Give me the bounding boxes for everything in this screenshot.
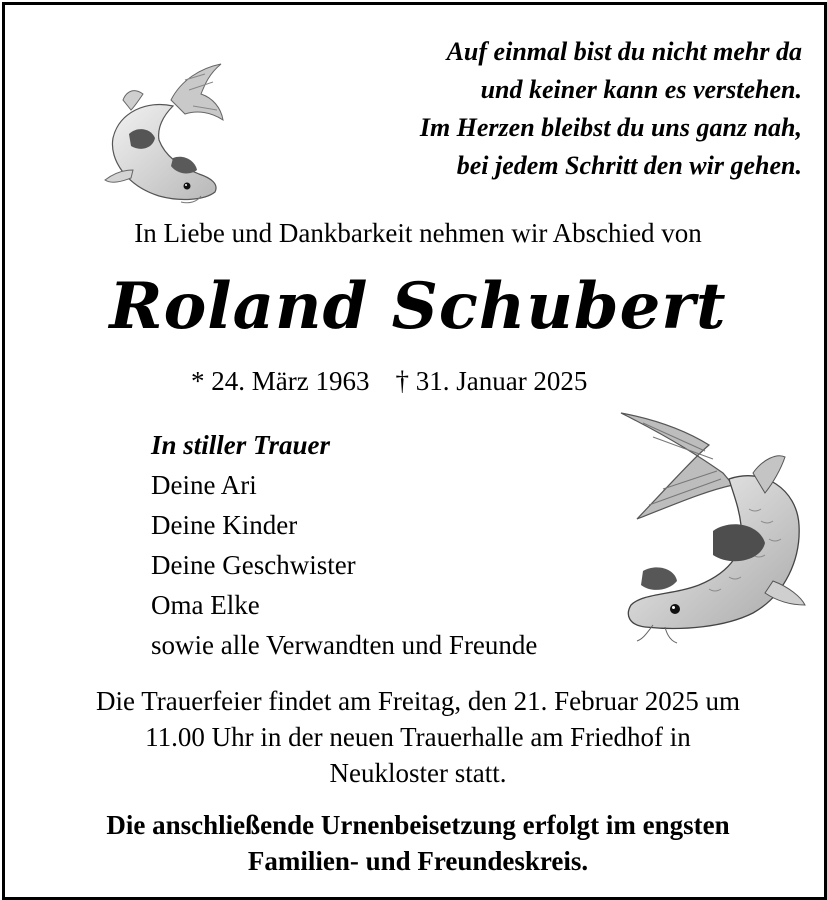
poem bbox=[420, 33, 802, 185]
koi-fish-icon bbox=[101, 60, 231, 205]
burial-line: Die anschließende Urnenbeisetzung erfolgt im engsten bbox=[106, 810, 730, 840]
service-line: Neukloster statt. bbox=[329, 758, 507, 788]
mourner-item: Deine Ari bbox=[151, 470, 257, 500]
mourner-item: Deine Kinder bbox=[151, 510, 298, 540]
poem-line: Auf einmal bist du nicht mehr da bbox=[446, 37, 802, 66]
mourner-item: sowie alle Verwandten und Freunde bbox=[151, 630, 538, 660]
birth-date: * 24. März 1963 bbox=[191, 366, 370, 396]
mourner-item: Oma Elke bbox=[151, 590, 260, 620]
service-line: 11.00 Uhr in der neuen Trauerhalle am Friedhof in bbox=[145, 722, 691, 752]
deceased-name: Roland Schubert bbox=[109, 269, 727, 344]
koi-fish-icon bbox=[613, 409, 809, 645]
mourners-list bbox=[151, 425, 537, 665]
life-dates bbox=[191, 363, 587, 399]
burial-line: Familien- und Freundeskreis. bbox=[247, 846, 589, 876]
mourners-heading: In stiller Trauer bbox=[151, 430, 331, 460]
burial-info bbox=[5, 807, 827, 879]
poem-line: Im Herzen bleibst du uns ganz nah, bbox=[419, 113, 802, 142]
intro-text: In Liebe und Dankbarkeit nehmen wir Abschied von bbox=[134, 218, 702, 248]
service-line: Die Trauerfeier findet am Freitag, den 21. Februar 2025 um bbox=[95, 686, 741, 716]
funeral-service-info bbox=[5, 683, 827, 791]
poem-line: bei jedem Schritt den wir gehen. bbox=[456, 151, 802, 180]
obituary-notice bbox=[2, 2, 827, 900]
death-date: † 31. Januar 2025 bbox=[395, 366, 588, 396]
mourner-item: Deine Geschwister bbox=[151, 550, 356, 580]
poem-line: und keiner kann es verstehen. bbox=[480, 75, 802, 104]
